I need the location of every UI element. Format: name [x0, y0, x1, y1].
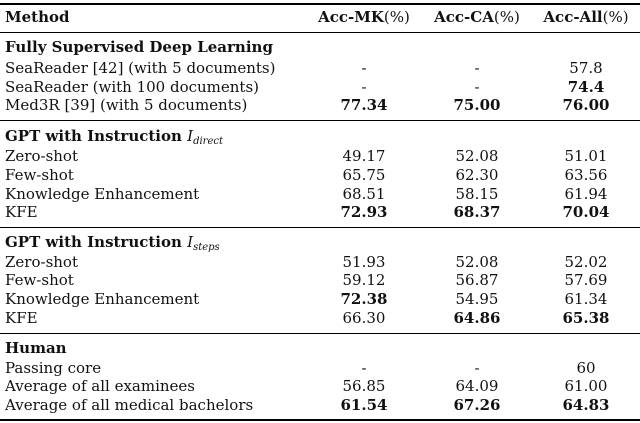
row-acc-ca: 64.09 [455, 377, 499, 395]
row-acc-mk: 66.30 [342, 309, 386, 327]
table-row [0, 78, 640, 96]
header-acc-all: Acc-All(%) [543, 8, 629, 26]
row-acc-ca: 62.30 [455, 166, 499, 184]
row-acc-mk: 49.17 [342, 147, 386, 165]
section-rule [0, 120, 640, 121]
header-acc-ca: Acc-CA(%) [434, 8, 520, 26]
row-acc-all: 61.34 [564, 290, 608, 308]
table-row [0, 290, 640, 308]
row-acc-mk: 72.38 [340, 290, 388, 308]
section-title-human: Human [5, 339, 67, 357]
row-method: SeaReader (with 100 documents) [5, 78, 260, 96]
row-acc-ca: 58.15 [455, 185, 499, 203]
section-title-fully-supervised: Fully Supervised Deep Learning [5, 38, 273, 56]
row-acc-all: 74.4 [567, 78, 605, 96]
row-acc-all: 61.94 [564, 185, 608, 203]
row-method: Zero-shot [5, 253, 78, 271]
row-method: Few-shot [5, 166, 74, 184]
row-acc-all: 64.83 [562, 396, 610, 414]
row-method: Average of all examinees [5, 377, 196, 395]
row-acc-all: 52.02 [564, 253, 608, 271]
row-method: Average of all medical bachelors [5, 396, 254, 414]
header-acc-mk: Acc-MK(%) [318, 8, 410, 26]
table-row [0, 59, 640, 77]
row-acc-ca: - [474, 78, 480, 96]
row-acc-ca: 56.87 [455, 271, 499, 289]
row-acc-mk: 61.54 [340, 396, 388, 414]
row-method: KFE [5, 309, 38, 327]
row-method: Knowledge Enhancement [5, 290, 200, 308]
row-method: Few-shot [5, 271, 74, 289]
row-acc-mk: 56.85 [342, 377, 386, 395]
row-acc-mk: - [361, 359, 367, 377]
row-acc-mk: 51.93 [342, 253, 386, 271]
row-acc-ca: 64.86 [453, 309, 501, 327]
row-acc-ca: - [474, 59, 480, 77]
row-acc-mk: 72.93 [340, 203, 388, 221]
table-row [0, 271, 640, 289]
row-acc-mk: - [361, 59, 367, 77]
bottom-rule [0, 419, 640, 421]
row-acc-ca: 52.08 [455, 147, 499, 165]
row-acc-all: 51.01 [564, 147, 608, 165]
row-method: KFE [5, 203, 38, 221]
row-acc-mk: 77.34 [340, 96, 388, 114]
row-method: Zero-shot [5, 147, 78, 165]
row-acc-mk: 68.51 [342, 185, 386, 203]
table-row [0, 203, 640, 221]
table-row [0, 253, 640, 271]
row-method: Knowledge Enhancement [5, 185, 200, 203]
row-acc-ca: 68.37 [453, 203, 501, 221]
row-acc-all: 70.04 [562, 203, 610, 221]
section-title-gpt-direct: GPT with Instruction $I_{direct}$ [5, 127, 223, 147]
row-acc-all: 76.00 [562, 96, 610, 114]
header-rule [0, 32, 640, 33]
row-acc-ca: 75.00 [453, 96, 501, 114]
row-acc-all: 61.00 [564, 377, 608, 395]
table-row [0, 147, 640, 165]
row-acc-mk: 59.12 [342, 271, 386, 289]
table-row [0, 377, 640, 395]
section-rule [0, 227, 640, 228]
row-acc-ca: 52.08 [455, 253, 499, 271]
row-acc-all: 57.69 [564, 271, 608, 289]
row-acc-all: 57.8 [569, 59, 603, 77]
row-method: SeaReader [42] (with 5 documents) [5, 59, 276, 77]
row-method: Passing core [5, 359, 102, 377]
section-rule [0, 333, 640, 334]
row-acc-mk: - [361, 78, 367, 96]
table-row [0, 396, 640, 414]
top-rule [0, 3, 640, 5]
row-method: Med3R [39] (with 5 documents) [5, 96, 248, 114]
header-row [0, 8, 640, 26]
row-acc-all: 60 [576, 359, 596, 377]
row-acc-ca: - [474, 359, 480, 377]
table-row [0, 309, 640, 327]
table-row [0, 185, 640, 203]
table-row [0, 359, 640, 377]
row-acc-mk: 65.75 [342, 166, 386, 184]
table-row [0, 166, 640, 184]
row-acc-ca: 54.95 [455, 290, 499, 308]
row-acc-all: 63.56 [564, 166, 608, 184]
header-method: Method [5, 8, 70, 26]
section-title-gpt-steps: GPT with Instruction $I_{steps}$ [5, 233, 220, 253]
row-acc-ca: 67.26 [453, 396, 501, 414]
table-row [0, 96, 640, 114]
row-acc-all: 65.38 [562, 309, 610, 327]
